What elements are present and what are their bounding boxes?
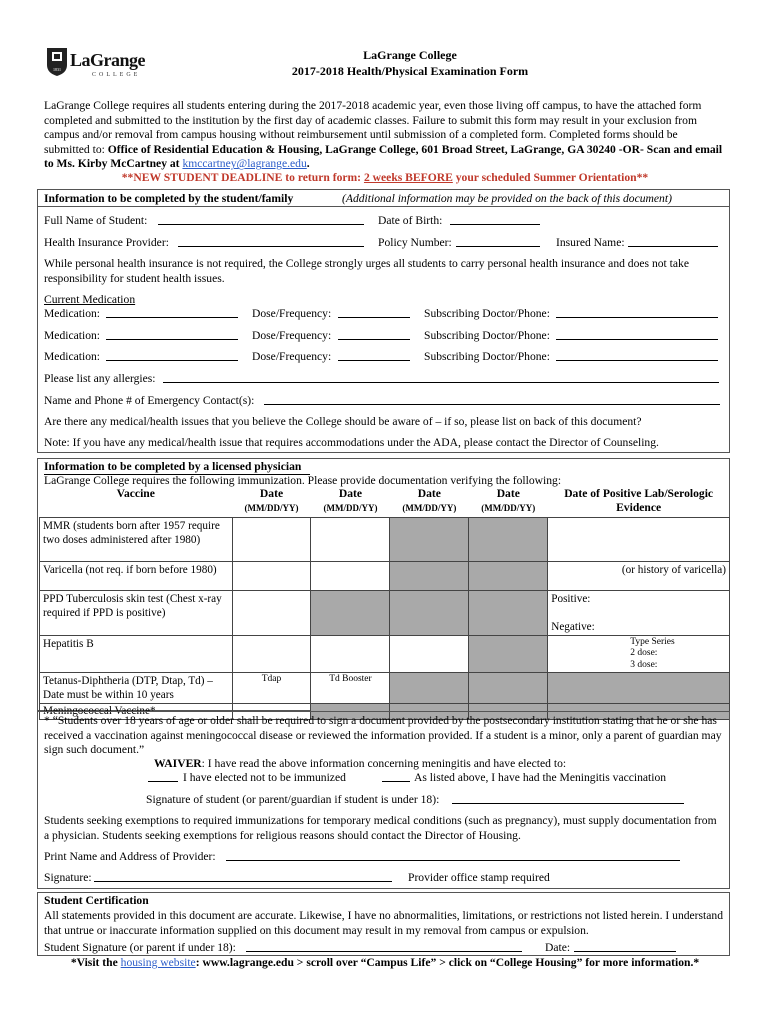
provider-signature-field[interactable] [94,871,392,882]
doctor-field-3[interactable] [556,350,718,361]
medication-field-1[interactable] [106,307,238,318]
disabled-cell [390,673,469,704]
disabled-cell [469,673,548,704]
opt-out-label: I have elected not to be immunized [183,771,346,784]
date-cell[interactable] [232,635,311,673]
col-date-2-format: (MM/DD/YY) [323,503,378,513]
student-signature-label: Signature of student (or parent/guardian if student is under 18): [146,793,440,806]
date-cell[interactable] [232,561,311,590]
vaccine-name: Varicella (not req. if born before 1980) [40,561,233,590]
tdap-cell[interactable]: Tdap [232,673,311,704]
dose-label-3: Dose/Frequency: [252,350,332,363]
footer-text-b: : www.lagrange.edu > scroll over “Campus Life” > click on “College Housing” for more information.* [195,956,700,969]
intro-address: Office of Residential Education & Housing, LaGrange College, 601 Broad Street, LaGrange, GA 30240 -OR- Scan and email to Ms. Kirby McCartney at [44,142,723,171]
vaccinated-label: As listed above, I have had the Meningitis vaccination [414,771,667,784]
table-header-row [40,487,730,517]
physician-intro: LaGrange College requires the following immunization. Please provide documentation verifying the following: [44,474,562,487]
three-dose-label: 3 dose: [630,659,658,670]
deadline-text: **NEW STUDENT DEADLINE to return form: [121,171,364,184]
col-date-4-label: Date [496,487,520,500]
dose-field-2[interactable] [338,329,410,340]
emergency-contact-label: Name and Phone # of Emergency Contact(s): [44,394,255,407]
exemptions-note: Students seeking exemptions to required immunizations for temporary medical conditions (such as pregnancy), must supply documentation from a physician. Students seeking exemptions for religious reasons should contact the Director of Housing. [44,814,717,842]
policy-field[interactable] [456,236,540,247]
footer-note [0,956,770,971]
lab-cell[interactable]: (or history of varicella) [548,561,730,590]
disabled-cell [469,561,548,590]
disabled-cell [390,590,469,635]
provider-signature-label: Signature: [44,871,92,884]
deadline-tail: your scheduled Summer Orientation** [452,171,649,184]
date-cell[interactable] [311,561,390,590]
disabled-cell [548,673,730,704]
col-lab-label: Date of Positive Lab/Serologic Evidence [564,487,714,514]
allergies-field[interactable] [163,372,719,383]
cert-date-field[interactable] [574,941,676,952]
certification-text: All statements provided in this document are accurate. Likewise, I have no abnormalities, limitations, or restrictions not listed herein. I understand that untrue or inaccurate information supplied on this document may result in my removal from campus or expulsion. [44,909,724,937]
col-lab [548,487,730,517]
medication-field-2[interactable] [106,329,238,340]
cert-signature-field[interactable] [246,941,522,952]
disabled-cell [469,517,548,561]
waiver-text: : I have read the above information concerning meningitis and have elected to: [201,757,567,770]
certification-title: Student Certification [44,894,149,907]
lab-cell[interactable] [548,635,730,673]
logo-wordmark: LaGrange [70,50,145,70]
table-row [40,590,730,635]
vaccine-name: Hepatitis B [40,635,233,673]
policy-label: Policy Number: [378,236,452,249]
provider-field[interactable] [226,850,680,861]
type-series-label: Type Series [630,636,675,647]
dose-field-1[interactable] [338,307,410,318]
doctor-field-2[interactable] [556,329,718,340]
student-signature-field[interactable] [452,793,684,804]
meningitis-footnote: * “Students over 18 years of age or older shall be required to sign a document provided by the postsecondary institution stating that he or she has received a vaccination against meningococcal disease or reviewed the information provided. If a student is a minor, only a parent of guardian may sign such document.” [44,714,722,756]
doctor-label-2: Subscribing Doctor/Phone: [424,329,550,342]
disabled-cell [390,561,469,590]
housing-website-link[interactable]: housing website [120,956,196,969]
lab-cell[interactable] [548,517,730,561]
medication-label-2: Medication: [44,329,101,342]
vaccine-name: PPD Tuberculosis skin test (Chest x-ray required if PPD is positive) [40,590,233,635]
table-row [40,635,730,673]
lab-cell[interactable] [548,590,730,635]
doctor-label-1: Subscribing Doctor/Phone: [424,307,550,320]
positive-label: Positive: [551,592,591,605]
current-medication-heading: Current Medication [44,293,136,306]
col-date-2-label: Date [338,487,363,500]
full-name-field[interactable] [158,214,364,225]
waiver-statement [154,757,566,772]
form-title: 2017-2018 Health/Physical Examination Form [291,64,529,78]
col-date-1 [232,487,311,517]
col-date-1-format: (MM/DD/YY) [244,503,299,513]
disabled-cell [469,590,548,635]
date-cell[interactable] [311,517,390,561]
negative-label: Negative: [551,620,595,633]
provider-label: Print Name and Address of Provider: [44,850,216,863]
date-cell[interactable] [232,517,311,561]
intro-text: LaGrange College requires all students entering during the 2017-2018 academic year, even those living off campus, to have the attached form completed and submitted to the institution by the first day of academic classes. Failure to submit this form may result in your exclusion from campus and/or removal from campus housing without reimbursement until submission of a completed form. Completed forms should be submitted to: [44,99,702,156]
physician-section-title: Information to be completed by a licensed physician [44,460,302,473]
college-logo [46,47,156,81]
full-name-label: Full Name of Student: [44,214,148,227]
ada-note: Note: If you have any medical/health issue that requires accommodations under the ADA, please contact the Director of Counseling. [44,436,659,449]
logo-year: 1831 [53,67,61,72]
dob-label: Date of Birth: [378,214,443,227]
date-cell[interactable] [390,635,469,673]
insurance-provider-field[interactable] [178,236,364,247]
col-date-4-format: (MM/DD/YY) [481,503,536,513]
col-date-3-format: (MM/DD/YY) [402,503,457,513]
stamp-note: Provider office stamp required [408,871,550,884]
intro-paragraph [44,99,724,172]
health-issues-question: Are there any medical/health issues that you believe the College should be aware of – if so, please list on back of this document? [44,415,642,428]
dob-field[interactable] [450,214,540,225]
col-date-4 [469,487,548,517]
vaccinated-checkbox[interactable] [382,771,410,782]
shield-logo-icon [46,47,68,77]
disabled-cell [311,590,390,635]
insurance-provider-label: Health Insurance Provider: [44,236,169,249]
date-cell[interactable] [311,635,390,673]
student-section [37,189,730,453]
allergies-label: Please list any allergies: [44,372,156,385]
insured-label: Insured Name: [556,236,625,249]
footer-text-a: *Visit the [70,956,121,969]
table-row [40,673,730,704]
col-vaccine [40,487,233,517]
intro-end: . [306,157,310,171]
col-date-2 [311,487,390,517]
doctor-label-3: Subscribing Doctor/Phone: [424,350,550,363]
waiver-label: WAIVER [154,757,202,770]
college-title: LaGrange College [363,48,457,62]
emergency-contact-field[interactable] [264,394,720,405]
insured-field[interactable] [628,236,718,247]
student-section-title: Information to be completed by the student/family [44,192,294,205]
td-booster-cell[interactable]: Td Booster [311,673,390,704]
col-vaccine-label: Vaccine [116,487,155,500]
vaccine-name: Meningococcal Vaccine* [40,704,233,720]
medication-label-3: Medication: [44,350,101,363]
dose-label-1: Dose/Frequency: [252,307,332,320]
disabled-cell [390,517,469,561]
medication-label-1: Medication: [44,307,101,320]
table-row [40,517,730,561]
opt-out-checkbox[interactable] [148,771,178,782]
vaccine-name: MMR (students born after 1957 require two doses administered after 1980) [40,517,233,561]
col-date-1-label: Date [259,487,284,500]
col-date-3-label: Date [417,487,441,500]
deadline-notice [0,171,770,186]
date-cell[interactable] [232,590,311,635]
col-date-3 [390,487,469,517]
two-dose-label: 2 dose: [630,648,658,658]
email-link[interactable]: kmccartney@lagrange.edu [182,157,307,171]
cert-signature-label: Student Signature (or parent if under 18): [44,941,236,954]
vaccine-name: Tetanus-Diphtheria (DTP, Dtap, Td) – Date must be within 10 years [40,673,233,704]
cert-date-label: Date: [545,941,571,954]
deadline-emphasis: 2 weeks BEFORE [363,171,453,184]
student-section-note: (Additional information may be provided on the back of this document) [342,192,672,205]
disabled-cell [469,635,548,673]
dose-label-2: Dose/Frequency: [252,329,332,342]
doctor-field-1[interactable] [556,307,718,318]
logo-subtitle: COLLEGE [92,72,141,78]
medication-field-3[interactable] [106,350,238,361]
insurance-note: While personal health insurance is not required, the College strongly urges all students to carry personal health insurance and does not take responsibility for student health issues. [44,257,689,285]
table-row [40,561,730,590]
immunization-table [39,487,730,720]
dose-field-3[interactable] [338,350,410,361]
